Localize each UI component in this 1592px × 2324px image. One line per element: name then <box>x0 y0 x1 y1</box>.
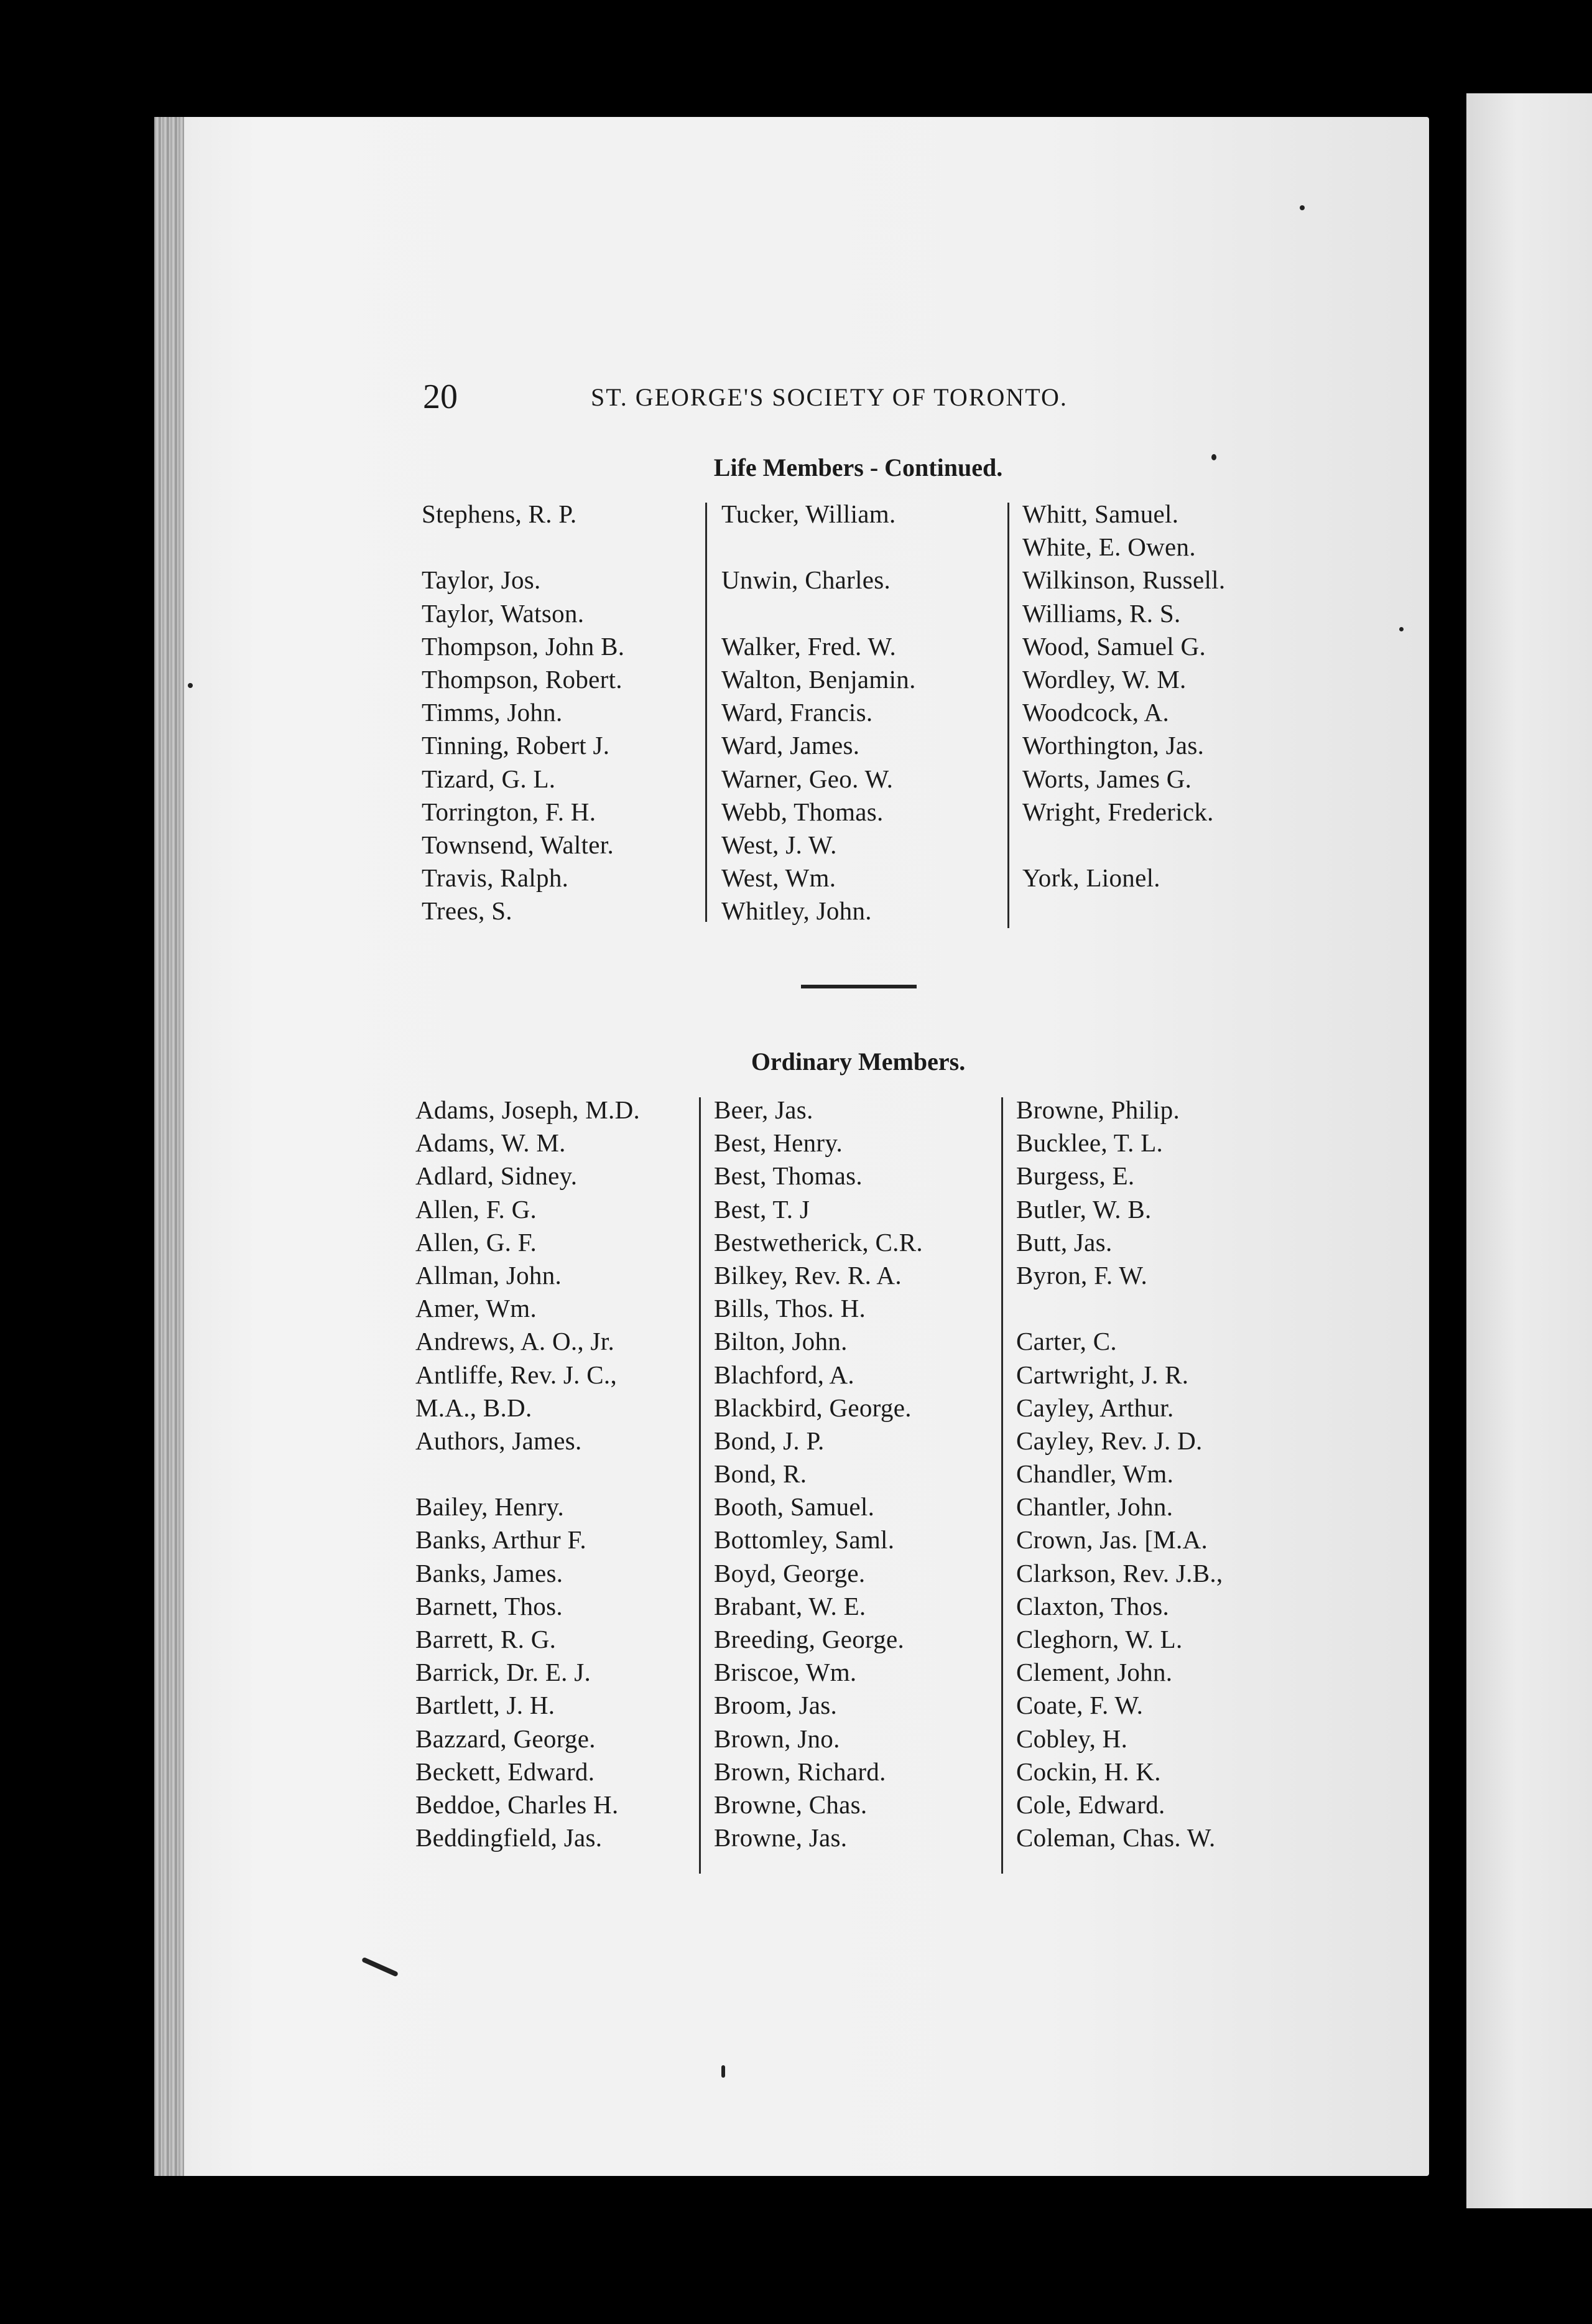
member-name: Thompson, Robert. <box>422 664 622 694</box>
member-name: Taylor, Watson. <box>422 598 585 628</box>
member-name: Cobley, H. <box>1016 1724 1128 1753</box>
member-name: Barrett, R. G. <box>415 1625 557 1653</box>
member-name <box>1022 829 1225 862</box>
member-name: Wood, Samuel G. <box>1022 631 1206 661</box>
member-name: Amer, Wm. <box>415 1294 537 1323</box>
member-name: Barnett, Thos. <box>415 1591 563 1620</box>
member-name: Coleman, Chas. W. <box>1016 1823 1216 1852</box>
member-name: Whitt, Samuel. <box>1022 500 1179 528</box>
member-name: Antliffe, Rev. J. C., <box>415 1360 618 1389</box>
member-name: Beer, Jas. <box>714 1095 813 1124</box>
member-name: Carter, C. <box>1016 1327 1117 1356</box>
member-name: Tucker, William. <box>721 500 896 528</box>
member-name: Williams, R. S. <box>1022 598 1181 628</box>
member-name: White, E. Owen. <box>1022 532 1196 562</box>
member-name: Thompson, John B. <box>422 631 625 661</box>
member-name: Browne, Jas. <box>714 1823 848 1852</box>
member-name <box>721 531 916 564</box>
member-name: West, Wm. <box>721 863 836 893</box>
column-divider <box>1001 1097 1003 1874</box>
member-name: Adlard, Sidney. <box>415 1161 578 1191</box>
member-name: Authors, James. <box>415 1426 582 1455</box>
member-name: Allen, F. G. <box>415 1194 537 1224</box>
life-members-heading: Life Members - Continued. <box>713 453 1003 481</box>
member-name: Tinning, Robert J. <box>422 731 610 760</box>
member-name: Bestwetherick, C.R. <box>714 1227 923 1257</box>
member-name <box>721 597 916 630</box>
book-gutter <box>1429 100 1466 2190</box>
running-title: ST. GEORGE'S SOCIETY OF TORONTO. <box>591 383 1068 411</box>
member-name: Bazzard, George. <box>415 1724 596 1753</box>
member-name: Boyd, George. <box>714 1558 866 1587</box>
member-name: Woodcock, A. <box>1022 698 1170 727</box>
member-name: Clarkson, Rev. J.B., <box>1016 1558 1223 1587</box>
member-name: Trees, S. <box>422 896 512 926</box>
member-name: Bills, Thos. H. <box>714 1294 866 1323</box>
life-members-column-3 <box>1022 498 1225 895</box>
member-name: Webb, Thomas. <box>721 797 884 826</box>
member-name: Taylor, Jos. <box>422 565 541 595</box>
member-name: York, Lionel. <box>1022 863 1160 893</box>
section-divider-rule <box>801 985 917 988</box>
member-name: Butt, Jas. <box>1016 1227 1113 1257</box>
member-name: Barrick, Dr. E. J. <box>415 1658 591 1687</box>
ordinary-members-column-2 <box>714 1094 923 1854</box>
member-name: Allman, John. <box>415 1260 562 1290</box>
member-name: Bilton, John. <box>714 1327 848 1356</box>
print-speck <box>721 2065 725 2078</box>
member-name: Clement, John. <box>1016 1658 1173 1687</box>
member-name: Bond, J. P. <box>714 1426 825 1455</box>
member-name: Crown, Jas. [M.A. <box>1016 1525 1208 1555</box>
member-name: Bond, R. <box>714 1459 807 1489</box>
life-members-column-2 <box>721 498 916 927</box>
member-name: Ward, Francis. <box>721 698 873 727</box>
member-name: Butler, W. B. <box>1016 1194 1152 1224</box>
member-name: West, J. W. <box>721 830 837 859</box>
member-name: Coate, F. W. <box>1016 1691 1144 1720</box>
column-divider <box>699 1097 701 1874</box>
print-speck <box>1399 627 1404 631</box>
member-name: Chantler, John. <box>1016 1492 1173 1522</box>
member-name: Broom, Jas. <box>714 1691 838 1720</box>
member-name: Brown, Jno. <box>714 1724 840 1753</box>
member-name <box>415 1457 640 1490</box>
member-name: Bilkey, Rev. R. A. <box>714 1260 902 1290</box>
member-name: Cole, Edward. <box>1016 1790 1165 1819</box>
member-name: Ward, James. <box>721 731 860 760</box>
member-name: Cayley, Arthur. <box>1016 1393 1174 1422</box>
print-speck <box>1300 205 1305 210</box>
member-name: Brown, Richard. <box>714 1757 886 1786</box>
page-binding-edge <box>154 117 184 2176</box>
member-name: Beddoe, Charles H. <box>415 1790 619 1819</box>
member-name: Worts, James G. <box>1022 764 1192 793</box>
member-name: Best, Thomas. <box>714 1161 863 1191</box>
adjacent-page-edge <box>1466 93 1592 2208</box>
member-name: Beckett, Edward. <box>415 1757 595 1786</box>
member-name: Cayley, Rev. J. D. <box>1016 1426 1203 1455</box>
member-name: Claxton, Thos. <box>1016 1591 1170 1620</box>
life-members-column-1 <box>422 498 624 927</box>
member-name: Andrews, A. O., Jr. <box>415 1327 615 1356</box>
column-divider <box>705 503 707 922</box>
member-name: Banks, Arthur F. <box>415 1525 586 1555</box>
member-name: Adams, Joseph, M.D. <box>415 1095 641 1124</box>
member-name: Travis, Ralph. <box>422 863 569 893</box>
page-header <box>423 372 1393 422</box>
member-name: Bottomley, Saml. <box>714 1525 895 1555</box>
member-name: Wordley, W. M. <box>1022 664 1187 694</box>
member-name: M.A., B.D. <box>415 1393 532 1422</box>
member-name <box>422 531 624 564</box>
member-name: Bartlett, J. H. <box>415 1691 555 1720</box>
member-name: Brabant, W. E. <box>714 1591 866 1620</box>
member-name: Blackbird, George. <box>714 1393 912 1422</box>
member-name: Stephens, R. P. <box>422 500 577 528</box>
member-name: Byron, F. W. <box>1016 1260 1148 1290</box>
member-name: Browne, Philip. <box>1016 1095 1180 1124</box>
member-name: Bailey, Henry. <box>415 1492 565 1522</box>
member-name: Blachford, A. <box>714 1360 854 1389</box>
member-name: Walker, Fred. W. <box>721 631 897 661</box>
member-name: Townsend, Walter. <box>422 830 614 859</box>
page-number: 20 <box>423 378 458 416</box>
member-name: Briscoe, Wm. <box>714 1658 857 1687</box>
member-name: Warner, Geo. W. <box>721 764 894 793</box>
member-name: Beddingfield, Jas. <box>415 1823 603 1852</box>
member-name: Best, Henry. <box>714 1128 843 1158</box>
member-name: Burgess, E. <box>1016 1161 1135 1191</box>
member-name: Adams, W. M. <box>415 1128 566 1158</box>
member-name: Cleghorn, W. L. <box>1016 1625 1183 1653</box>
column-divider <box>1007 503 1009 928</box>
member-name: Unwin, Charles. <box>721 565 891 595</box>
member-name: Banks, James. <box>415 1558 563 1587</box>
member-name: Cockin, H. K. <box>1016 1757 1161 1786</box>
member-name: Tizard, G. L. <box>422 764 556 793</box>
member-name <box>1016 1292 1223 1325</box>
member-name: Timms, John. <box>422 698 563 727</box>
member-name: Wright, Frederick. <box>1022 797 1214 826</box>
ordinary-members-heading: Ordinary Members. <box>751 1048 966 1076</box>
member-name: Booth, Samuel. <box>714 1492 875 1522</box>
member-name: Bucklee, T. L. <box>1016 1128 1164 1158</box>
member-name: Whitley, John. <box>721 896 872 926</box>
ordinary-members-column-1 <box>415 1094 640 1854</box>
print-speck <box>188 683 193 688</box>
member-name: Browne, Chas. <box>714 1790 868 1819</box>
member-name: Walton, Benjamin. <box>721 664 916 694</box>
member-name: Allen, G. F. <box>415 1227 537 1257</box>
member-name: Chandler, Wm. <box>1016 1459 1174 1489</box>
member-name: Wilkinson, Russell. <box>1022 565 1226 595</box>
member-name: Best, T. J <box>714 1194 810 1224</box>
print-speck <box>1211 454 1216 460</box>
ordinary-members-column-3 <box>1016 1094 1223 1854</box>
member-name: Cartwright, J. R. <box>1016 1360 1189 1389</box>
member-name: Breeding, George. <box>714 1625 905 1653</box>
member-name: Worthington, Jas. <box>1022 731 1205 760</box>
member-name: Torrington, F. H. <box>422 797 596 826</box>
